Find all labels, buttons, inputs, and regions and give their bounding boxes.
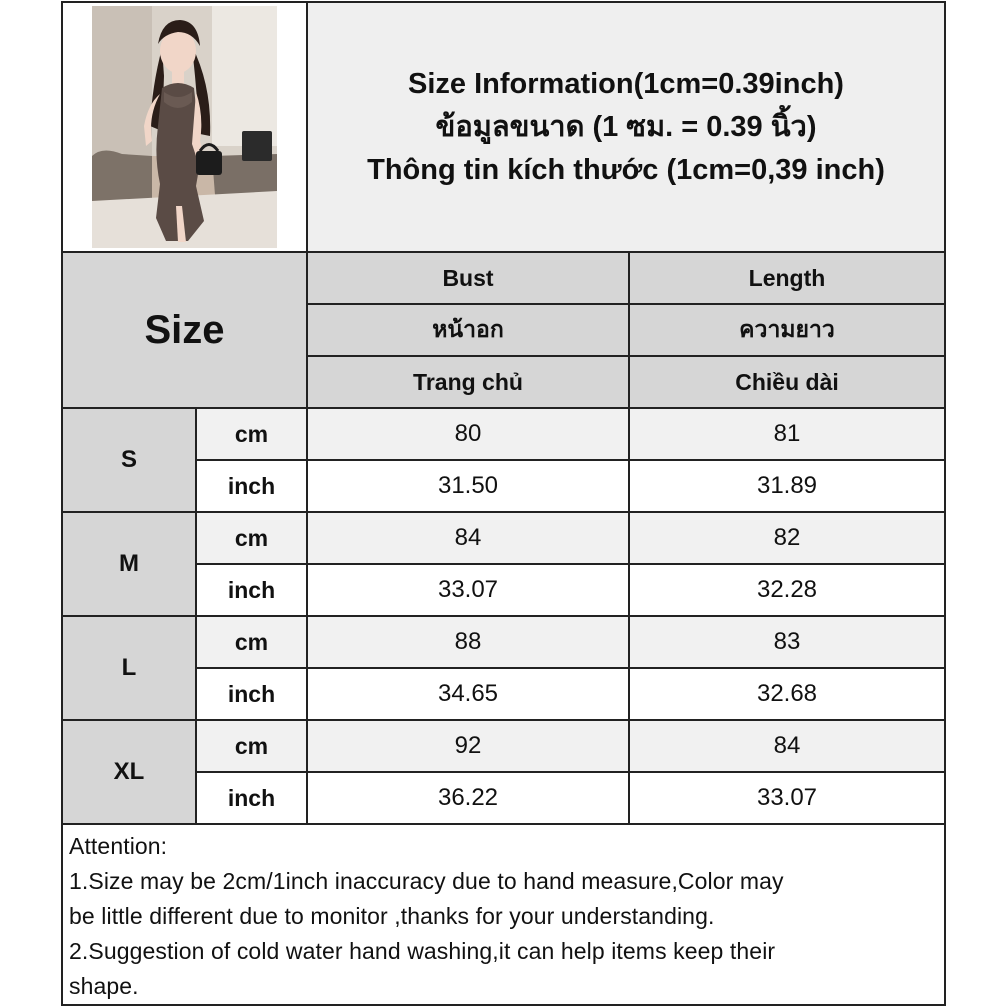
bust-header-english: Bust <box>307 252 629 304</box>
bust-header-vietnamese: Trang chủ <box>307 356 629 408</box>
unit-label: cm <box>196 616 307 668</box>
note-line: 1.Size may be 2cm/1inch inaccuracy due to hand measure,Color may <box>69 868 784 894</box>
length-value: 33.07 <box>629 772 945 824</box>
length-value: 31.89 <box>629 460 945 512</box>
bust-value: 31.50 <box>307 460 629 512</box>
title-line-english: Size Information(1cm=0.39inch) <box>408 67 844 100</box>
size-label: S <box>62 408 196 512</box>
model-dress-illustration <box>92 6 277 248</box>
unit-label: cm <box>196 512 307 564</box>
attention-heading: Attention: <box>69 833 168 859</box>
unit-label: inch <box>196 564 307 616</box>
table-row <box>62 408 945 460</box>
bust-value: 33.07 <box>307 564 629 616</box>
table-row <box>62 720 945 772</box>
notes-row <box>62 824 945 1005</box>
length-header-thai: ความยาว <box>629 304 945 356</box>
note-line: 2.Suggestion of cold water hand washing,it can help items keep their <box>69 938 776 964</box>
length-value: 84 <box>629 720 945 772</box>
length-value: 32.68 <box>629 668 945 720</box>
length-value: 82 <box>629 512 945 564</box>
column-header-row-1 <box>62 252 945 304</box>
length-header-english: Length <box>629 252 945 304</box>
product-photo-cell <box>62 2 307 252</box>
note-line: be little different due to monitor ,thanks for your understanding. <box>69 903 715 929</box>
size-column-header: Size <box>62 252 307 408</box>
bust-value: 34.65 <box>307 668 629 720</box>
length-header-vietnamese: Chiều dài <box>629 356 945 408</box>
attention-notes <box>62 824 945 1005</box>
table-row <box>62 616 945 668</box>
bust-header-thai: หน้าอก <box>307 304 629 356</box>
unit-label: inch <box>196 460 307 512</box>
length-value: 83 <box>629 616 945 668</box>
bust-value: 92 <box>307 720 629 772</box>
unit-label: cm <box>196 408 307 460</box>
length-value: 32.28 <box>629 564 945 616</box>
size-label: M <box>62 512 196 616</box>
length-value: 81 <box>629 408 945 460</box>
title-cell <box>307 2 945 252</box>
size-label: L <box>62 616 196 720</box>
size-chart-table <box>61 1 946 1006</box>
bust-value: 84 <box>307 512 629 564</box>
header-row <box>62 2 945 252</box>
unit-label: cm <box>196 720 307 772</box>
note-line: shape. <box>69 973 139 999</box>
unit-label: inch <box>196 772 307 824</box>
bust-value: 80 <box>307 408 629 460</box>
product-photo <box>92 6 277 248</box>
bust-value: 36.22 <box>307 772 629 824</box>
bust-value: 88 <box>307 616 629 668</box>
unit-label: inch <box>196 668 307 720</box>
title-line-thai: ข้อมูลขนาด (1 ซม. = 0.39 นิ้ว) <box>435 110 817 143</box>
title-line-vietnamese: Thông tin kích thước (1cm=0,39 inch) <box>367 153 885 186</box>
table-row <box>62 512 945 564</box>
size-label: XL <box>62 720 196 824</box>
